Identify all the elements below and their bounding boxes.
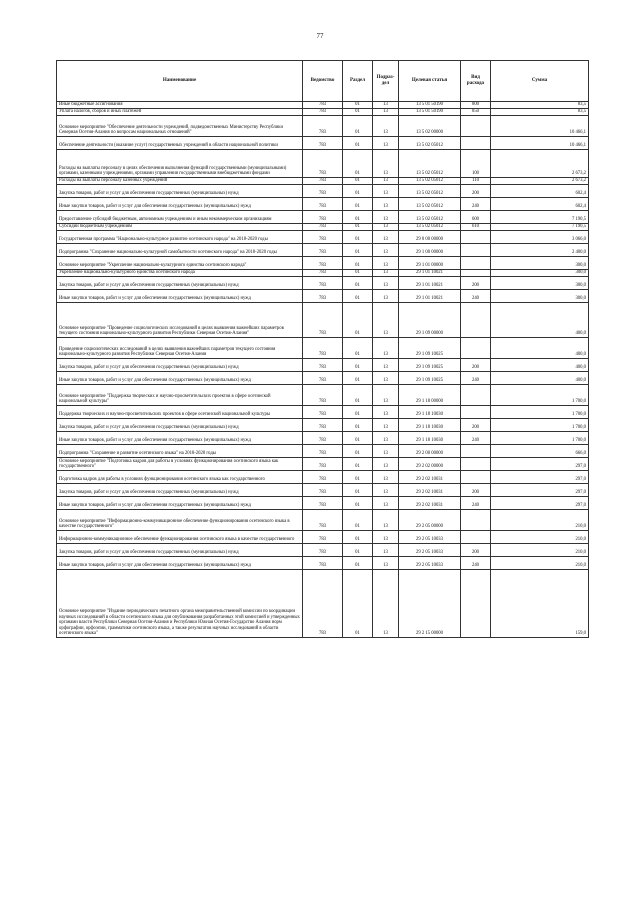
row-section: 01 — [343, 445, 373, 458]
row-section: 01 — [343, 277, 373, 290]
row-department: 783 — [303, 303, 343, 338]
row-subsection: 13 — [373, 544, 399, 557]
row-expense-type — [461, 270, 491, 277]
row-subsection: 13 — [373, 385, 399, 406]
row-subsection: 13 — [373, 102, 399, 109]
row-target-article: 29 2 05 10033 — [399, 544, 461, 557]
row-sum: 10 466,1 — [491, 137, 589, 150]
row-department: 783 — [303, 137, 343, 150]
row-subsection: 13 — [373, 277, 399, 290]
header-name: Наименование — [57, 61, 303, 102]
row-target-article: 29 1 09 10025 — [399, 338, 461, 359]
row-section: 01 — [343, 497, 373, 510]
row-target-article: 29 2 05 00000 — [399, 510, 461, 531]
row-target-article: 29 1 09 10025 — [399, 372, 461, 385]
row-target-article: 29 1 18 10030 — [399, 406, 461, 419]
row-department: 783 — [303, 544, 343, 557]
row-sum: 400,0 — [491, 338, 589, 359]
table-header-row — [57, 61, 589, 102]
row-name: Закупка товаров, работ и услуг для обеспечения государственных (муниципальных) нужд — [57, 484, 303, 497]
row-section: 01 — [343, 338, 373, 359]
table-row — [57, 544, 589, 557]
row-expense-type — [461, 303, 491, 338]
row-department: 783 — [303, 432, 343, 445]
row-sum: 602,4 — [491, 198, 589, 211]
row-expense-type: 240 — [461, 372, 491, 385]
table-row — [57, 150, 589, 178]
row-name: Подпрограмма "Сохранение и развитие осетинского языка" на 2018-2020 годы — [57, 445, 303, 458]
row-name: Основное мероприятие "Укрепление национально-культурного единства осетинского народа" — [57, 257, 303, 270]
row-expense-type: 200 — [461, 277, 491, 290]
row-sum: 210,0 — [491, 557, 589, 570]
row-section: 01 — [343, 484, 373, 497]
row-subsection: 13 — [373, 244, 399, 257]
row-expense-type — [461, 231, 491, 244]
row-section: 01 — [343, 257, 373, 270]
row-name: Иные закупки товаров, работ и услуг для обеспечения государственных (муниципальных) нужд — [57, 372, 303, 385]
row-section: 01 — [343, 102, 373, 109]
row-section: 01 — [343, 406, 373, 419]
row-subsection: 13 — [373, 372, 399, 385]
row-sum: 2 673,2 — [491, 150, 589, 178]
row-name: Подготовка кадров для работы в условиях функционирования осетинского языка как государственного — [57, 471, 303, 484]
row-name: Укрепление национально-культурного единства осетинского народа — [57, 270, 303, 277]
row-name: Иные закупки товаров, работ и услуг для обеспечения государственных (муниципальных) нужд — [57, 198, 303, 211]
row-department: 783 — [303, 359, 343, 372]
row-sum: 159,0 — [491, 570, 589, 638]
row-sum: 2 673,2 — [491, 178, 589, 185]
row-expense-type: 600 — [461, 211, 491, 224]
row-expense-type: 110 — [461, 178, 491, 185]
row-sum: 400,0 — [491, 303, 589, 338]
row-subsection: 13 — [373, 359, 399, 372]
row-target-article: 29 2 05 10033 — [399, 557, 461, 570]
row-name: Иные закупки товаров, работ и услуг для обеспечения государственных (муниципальных) нужд — [57, 432, 303, 445]
row-name: Закупка товаров, работ и услуг для обеспечения государственных (муниципальных) нужд — [57, 359, 303, 372]
row-subsection: 13 — [373, 150, 399, 178]
table-row — [57, 471, 589, 484]
row-subsection: 13 — [373, 198, 399, 211]
row-section: 01 — [343, 185, 373, 198]
row-sum: 210,0 — [491, 544, 589, 557]
row-name: Государственная программа "Национально-культурное развитие осетинского народа" на 2018-2020 годы — [57, 231, 303, 244]
table-row — [57, 257, 589, 270]
row-section: 01 — [343, 510, 373, 531]
row-department: 783 — [303, 570, 343, 638]
row-expense-type: 240 — [461, 198, 491, 211]
table-row — [57, 557, 589, 570]
table-row — [57, 570, 589, 638]
row-department: 783 — [303, 231, 343, 244]
row-target-article: 29 2 00 00000 — [399, 445, 461, 458]
row-subsection: 13 — [373, 109, 399, 116]
row-target-article: 29 2 02 10031 — [399, 497, 461, 510]
table-row — [57, 458, 589, 471]
row-department: 783 — [303, 102, 343, 109]
row-subsection: 13 — [373, 185, 399, 198]
row-subsection: 13 — [373, 270, 399, 277]
row-expense-type — [461, 257, 491, 270]
row-department: 783 — [303, 445, 343, 458]
row-target-article: 29 1 09 00000 — [399, 303, 461, 338]
row-section: 01 — [343, 432, 373, 445]
table-row — [57, 484, 589, 497]
row-department: 783 — [303, 531, 343, 544]
table-row — [57, 109, 589, 116]
row-target-article: 29 1 09 10025 — [399, 359, 461, 372]
row-name: Информационно-коммуникационное обеспечение функционирования осетинского языка в качестве государственного — [57, 531, 303, 544]
row-department: 783 — [303, 471, 343, 484]
row-expense-type — [461, 116, 491, 137]
row-target-article: 13 5 02 05012 — [399, 137, 461, 150]
header-department: Ведомство — [303, 61, 343, 102]
row-expense-type — [461, 471, 491, 484]
row-department: 783 — [303, 557, 343, 570]
row-name: Закупка товаров, работ и услуг для обеспечения государственных (муниципальных) нужд — [57, 277, 303, 290]
table-row — [57, 531, 589, 544]
row-name: Расходы на выплаты персоналу в целях обеспечения выполнения функций государственными (муниципальными) органами, казенными учреждениями, органами управления государственными внебюджетными фондами — [57, 150, 303, 178]
row-section: 01 — [343, 150, 373, 178]
row-expense-type: 200 — [461, 359, 491, 372]
row-expense-type: 100 — [461, 150, 491, 178]
row-department: 783 — [303, 406, 343, 419]
table-row — [57, 244, 589, 257]
row-section: 01 — [343, 419, 373, 432]
table-row — [57, 277, 589, 290]
row-target-article: 13 5 02 05012 — [399, 224, 461, 231]
row-expense-type: 610 — [461, 224, 491, 231]
row-sum: 297,0 — [491, 458, 589, 471]
row-expense-type — [461, 531, 491, 544]
row-sum: 666,0 — [491, 445, 589, 458]
row-subsection: 13 — [373, 178, 399, 185]
header-section: Раздел — [343, 61, 373, 102]
row-expense-type — [461, 445, 491, 458]
row-target-article: 29 1 18 00000 — [399, 385, 461, 406]
row-sum: 10 466,1 — [491, 116, 589, 137]
row-name: Обеспечение деятельности (оказание услуг) государственных учреждений в области национальной политики — [57, 137, 303, 150]
row-subsection: 13 — [373, 290, 399, 303]
row-section: 01 — [343, 270, 373, 277]
row-target-article: 13 5 02 05012 — [399, 178, 461, 185]
row-subsection: 13 — [373, 510, 399, 531]
row-section: 01 — [343, 211, 373, 224]
row-subsection: 13 — [373, 137, 399, 150]
row-department: 783 — [303, 257, 343, 270]
row-subsection: 13 — [373, 445, 399, 458]
row-target-article: 29 1 01 10021 — [399, 277, 461, 290]
row-expense-type: 240 — [461, 557, 491, 570]
row-expense-type: 200 — [461, 544, 491, 557]
row-sum: 210,0 — [491, 510, 589, 531]
row-target-article: 29 2 02 00000 — [399, 458, 461, 471]
row-department: 783 — [303, 385, 343, 406]
table-row — [57, 185, 589, 198]
row-section: 01 — [343, 385, 373, 406]
row-subsection: 13 — [373, 497, 399, 510]
row-name: Основное мероприятие "Проведение социологических исследований в целях выявления важнейших параметров текущего состояния национально-культурного развития Республики Северная Осетия-Алания" — [57, 303, 303, 338]
row-department: 783 — [303, 458, 343, 471]
row-section: 01 — [343, 116, 373, 137]
row-department: 783 — [303, 419, 343, 432]
row-expense-type: 850 — [461, 109, 491, 116]
row-sum: 300,0 — [491, 277, 589, 290]
row-subsection: 13 — [373, 211, 399, 224]
row-target-article: 13 5 02 05012 — [399, 185, 461, 198]
row-target-article: 29 1 01 10021 — [399, 270, 461, 277]
table-row — [57, 359, 589, 372]
budget-table — [56, 60, 589, 638]
row-department: 783 — [303, 244, 343, 257]
row-name: Иные закупки товаров, работ и услуг для обеспечения государственных (муниципальных) нужд — [57, 497, 303, 510]
row-sum: 83,5 — [491, 102, 589, 109]
row-name: Предоставление субсидий бюджетным, автономным учреждениям и иным некоммерческим организациям — [57, 211, 303, 224]
row-name: Основное мероприятие "Подготовка кадров для работы в условиях функционирования осетинского языка как государственного" — [57, 458, 303, 471]
row-expense-type: 200 — [461, 419, 491, 432]
table-row — [57, 290, 589, 303]
row-department: 783 — [303, 497, 343, 510]
table-row — [57, 372, 589, 385]
row-section: 01 — [343, 231, 373, 244]
row-subsection: 13 — [373, 432, 399, 445]
row-target-article: 29 2 02 10031 — [399, 471, 461, 484]
row-sum: 1 700,0 — [491, 406, 589, 419]
table-row — [57, 497, 589, 510]
table-row — [57, 178, 589, 185]
row-sum: 7 190,5 — [491, 211, 589, 224]
table-row — [57, 137, 589, 150]
table-row — [57, 102, 589, 109]
row-target-article: 29 1 00 00000 — [399, 244, 461, 257]
header-subsection: Подраз-дел — [373, 61, 399, 102]
row-sum: 297,0 — [491, 497, 589, 510]
row-department: 783 — [303, 185, 343, 198]
table-row — [57, 211, 589, 224]
row-department: 783 — [303, 372, 343, 385]
row-sum: 297,0 — [491, 471, 589, 484]
row-department: 783 — [303, 211, 343, 224]
row-subsection: 13 — [373, 419, 399, 432]
row-department: 783 — [303, 150, 343, 178]
table-row — [57, 116, 589, 137]
row-target-article: 13 5 01 50190 — [399, 102, 461, 109]
row-department: 783 — [303, 277, 343, 290]
row-section: 01 — [343, 244, 373, 257]
table-row — [57, 432, 589, 445]
row-department: 783 — [303, 109, 343, 116]
row-name: Основное мероприятие "Информационно-коммуникационное обеспечение функционирования осетинского языка в качестве государственного" — [57, 510, 303, 531]
row-name: Иные закупки товаров, работ и услуг для обеспечения государственных (муниципальных) нужд — [57, 557, 303, 570]
row-sum: 7 190,5 — [491, 224, 589, 231]
row-subsection: 13 — [373, 557, 399, 570]
table-row — [57, 385, 589, 406]
row-target-article: 13 5 02 05012 — [399, 211, 461, 224]
row-section: 01 — [343, 372, 373, 385]
row-expense-type: 200 — [461, 185, 491, 198]
row-sum: 1 700,0 — [491, 385, 589, 406]
row-section: 01 — [343, 109, 373, 116]
row-department: 783 — [303, 178, 343, 185]
row-section: 01 — [343, 359, 373, 372]
row-expense-type — [461, 406, 491, 419]
header-sum: Сумма — [491, 61, 589, 102]
row-department: 783 — [303, 224, 343, 231]
row-target-article: 13 5 02 05012 — [399, 198, 461, 211]
row-target-article: 13 5 01 50190 — [399, 109, 461, 116]
table-row — [57, 406, 589, 419]
row-section: 01 — [343, 198, 373, 211]
table-row — [57, 510, 589, 531]
row-subsection: 13 — [373, 531, 399, 544]
header-expense-type: Вид расхода — [461, 61, 491, 102]
row-subsection: 13 — [373, 224, 399, 231]
row-subsection: 13 — [373, 570, 399, 638]
row-sum: 2 400,0 — [491, 244, 589, 257]
row-sum: 300,0 — [491, 270, 589, 277]
row-target-article: 29 2 15 00000 — [399, 570, 461, 638]
row-name: Иные бюджетные ассигнования — [57, 102, 303, 109]
row-sum: 300,0 — [491, 257, 589, 270]
row-name: Проведение социологических исследований в целях выявления важнейших параметров текущего состояния национально-культурного развития Республики Северная Осетия-Алания — [57, 338, 303, 359]
row-expense-type: 240 — [461, 290, 491, 303]
row-section: 01 — [343, 544, 373, 557]
table-row — [57, 338, 589, 359]
row-name: Закупка товаров, работ и услуг для обеспечения государственных (муниципальных) нужд — [57, 185, 303, 198]
row-subsection: 13 — [373, 471, 399, 484]
row-subsection: 13 — [373, 338, 399, 359]
row-department: 783 — [303, 290, 343, 303]
row-expense-type — [461, 338, 491, 359]
row-expense-type: 800 — [461, 102, 491, 109]
row-subsection: 13 — [373, 231, 399, 244]
row-target-article: 13 5 02 05012 — [399, 150, 461, 178]
row-target-article: 29 2 02 10031 — [399, 484, 461, 497]
row-name: Основное мероприятие "Поддержка творческих и научно-просветительских проектов в сфере осетинской национальной культуры" — [57, 385, 303, 406]
table-row — [57, 445, 589, 458]
page-number: 77 — [316, 32, 324, 40]
row-sum: 3 066,0 — [491, 231, 589, 244]
row-section: 01 — [343, 471, 373, 484]
row-name: Основное мероприятие "Издание периодического печатного органа межправительственной комиссии по координации научных исследований в области осетинского языка для опубликования разработанных этой комиссией и утвержденных органами власти Республики Северная Осетия-Алания и Республики Южная Осетия-Государство Алания норм орфографии, орфоэпии, грамматики осетинского языка, а также результатов научных исследований в области осетинского языка" — [57, 570, 303, 638]
row-name: Поддержка творческих и научно-просветительских проектов в сфере осетинской национальной культуры — [57, 406, 303, 419]
row-sum: 602,4 — [491, 185, 589, 198]
table-row — [57, 270, 589, 277]
table-row — [57, 419, 589, 432]
row-subsection: 13 — [373, 257, 399, 270]
row-department: 783 — [303, 270, 343, 277]
row-expense-type: 200 — [461, 484, 491, 497]
row-sum: 400,0 — [491, 372, 589, 385]
row-sum: 400,0 — [491, 359, 589, 372]
row-department: 783 — [303, 510, 343, 531]
row-target-article: 29 1 01 10021 — [399, 290, 461, 303]
row-target-article: 29 1 18 10030 — [399, 419, 461, 432]
row-section: 01 — [343, 290, 373, 303]
table-row — [57, 303, 589, 338]
header-target-article: Целевая статья — [399, 61, 461, 102]
row-expense-type — [461, 385, 491, 406]
row-name: Субсидии бюджетным учреждениям — [57, 224, 303, 231]
table-row — [57, 224, 589, 231]
row-sum: 297,0 — [491, 484, 589, 497]
row-section: 01 — [343, 178, 373, 185]
row-name: Иные закупки товаров, работ и услуг для обеспечения государственных (муниципальных) нужд — [57, 290, 303, 303]
row-subsection: 13 — [373, 458, 399, 471]
row-department: 783 — [303, 338, 343, 359]
row-sum: 1 700,0 — [491, 432, 589, 445]
row-sum: 1 700,0 — [491, 419, 589, 432]
row-subsection: 13 — [373, 116, 399, 137]
table-row — [57, 198, 589, 211]
row-target-article: 29 1 01 00000 — [399, 257, 461, 270]
row-sum: 300,0 — [491, 290, 589, 303]
row-expense-type: 240 — [461, 432, 491, 445]
row-department: 783 — [303, 116, 343, 137]
row-target-article: 29 1 18 10030 — [399, 432, 461, 445]
row-subsection: 13 — [373, 484, 399, 497]
row-expense-type: 240 — [461, 497, 491, 510]
row-target-article: 29 2 05 10033 — [399, 531, 461, 544]
row-department: 783 — [303, 198, 343, 211]
row-target-article: 13 5 02 00000 — [399, 116, 461, 137]
table-row — [57, 231, 589, 244]
row-name: Уплата налогов, сборов и иных платежей — [57, 109, 303, 116]
row-name: Закупка товаров, работ и услуг для обеспечения государственных (муниципальных) нужд — [57, 419, 303, 432]
row-expense-type — [461, 510, 491, 531]
row-section: 01 — [343, 531, 373, 544]
row-section: 01 — [343, 303, 373, 338]
row-name: Основное мероприятие "Обеспечение деятельности учреждений, подведомственных Министерству Республики Северная Осетия-Алания по вопросам национальных отношений" — [57, 116, 303, 137]
row-section: 01 — [343, 458, 373, 471]
row-name: Закупка товаров, работ и услуг для обеспечения государственных (муниципальных) нужд — [57, 544, 303, 557]
row-sum: 83,5 — [491, 109, 589, 116]
row-department: 783 — [303, 484, 343, 497]
row-sum: 210,0 — [491, 531, 589, 544]
row-expense-type — [461, 570, 491, 638]
row-section: 01 — [343, 570, 373, 638]
row-section: 01 — [343, 137, 373, 150]
row-section: 01 — [343, 224, 373, 231]
row-expense-type — [461, 137, 491, 150]
row-target-article: 29 0 00 00000 — [399, 231, 461, 244]
row-section: 01 — [343, 557, 373, 570]
row-subsection: 13 — [373, 406, 399, 419]
row-subsection: 13 — [373, 303, 399, 338]
row-expense-type — [461, 458, 491, 471]
row-expense-type — [461, 244, 491, 257]
row-name: Подпрограмма "Сохранение национально-культурной самобытности осетинского народа" на 2018-2020 годы — [57, 244, 303, 257]
row-name: Расходы на выплаты персоналу казенных учреждений — [57, 178, 303, 185]
